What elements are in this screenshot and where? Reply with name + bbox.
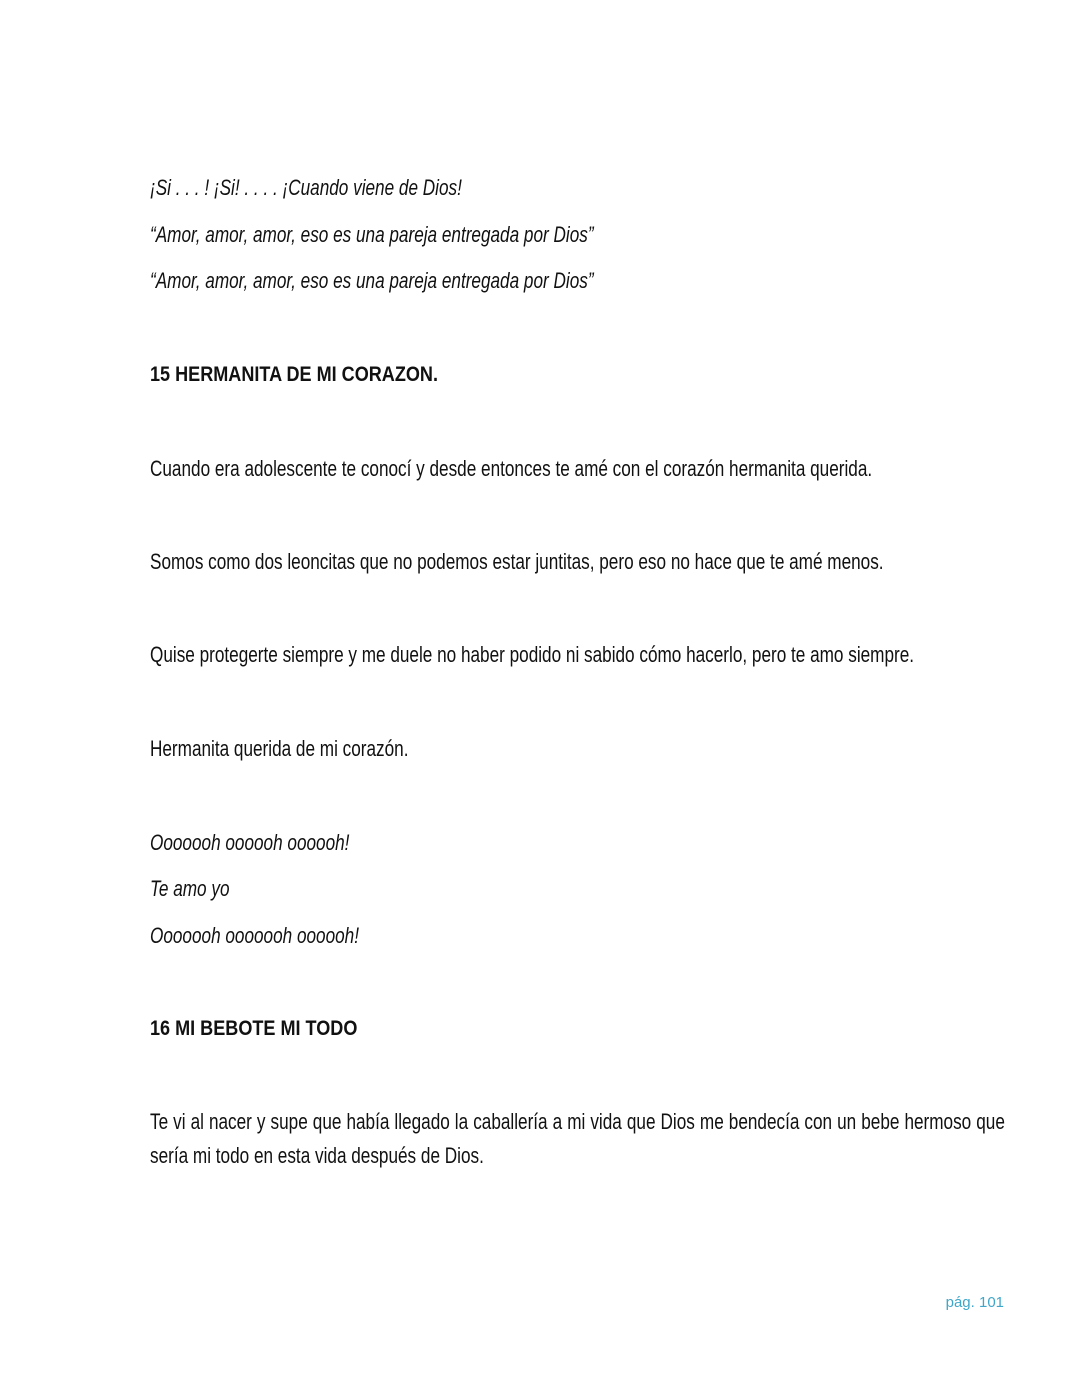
- chorus-line-3: Ooooooh ooooooh oooooh!: [150, 923, 359, 948]
- intro-line-3: “Amor, amor, amor, eso es una pareja entregada por Dios”: [150, 268, 594, 293]
- section-15-paragraph-1: Cuando era adolescente te conocí y desde entonces te amé con el corazón hermanita querida.: [150, 456, 873, 481]
- section-15-paragraph-2: Somos como dos leoncitas que no podemos estar juntitas, pero eso no hace que te amé menos.: [150, 549, 884, 574]
- page-number: pág. 101: [945, 1294, 1004, 1311]
- section-15-paragraph-3: Quise protegerte siempre y me duele no haber podido ni sabido cómo hacerlo, pero te amo siempre.: [150, 642, 915, 667]
- chorus-line-2: Te amo yo: [150, 876, 230, 901]
- section-15-paragraph-4: Hermanita querida de mi corazón.: [150, 736, 409, 761]
- section-16-paragraph: Te vi al nacer y supe que había llegado la caballería a mi vida que Dios me bendecía con un bebe hermoso que sería mi todo en esta vida después de Dios.: [150, 1109, 1005, 1168]
- section-16-title: 16 MI BEBOTE MI TODO: [150, 1017, 358, 1040]
- intro-line-1: ¡Si . . . ! ¡Si! . . . . ¡Cuando viene de Dios!: [150, 175, 462, 200]
- section-15-title: 15 HERMANITA DE MI CORAZON.: [150, 363, 438, 386]
- chorus-line-1: Ooooooh oooooh oooooh!: [150, 830, 350, 855]
- intro-line-2: “Amor, amor, amor, eso es una pareja entregada por Dios”: [150, 222, 594, 247]
